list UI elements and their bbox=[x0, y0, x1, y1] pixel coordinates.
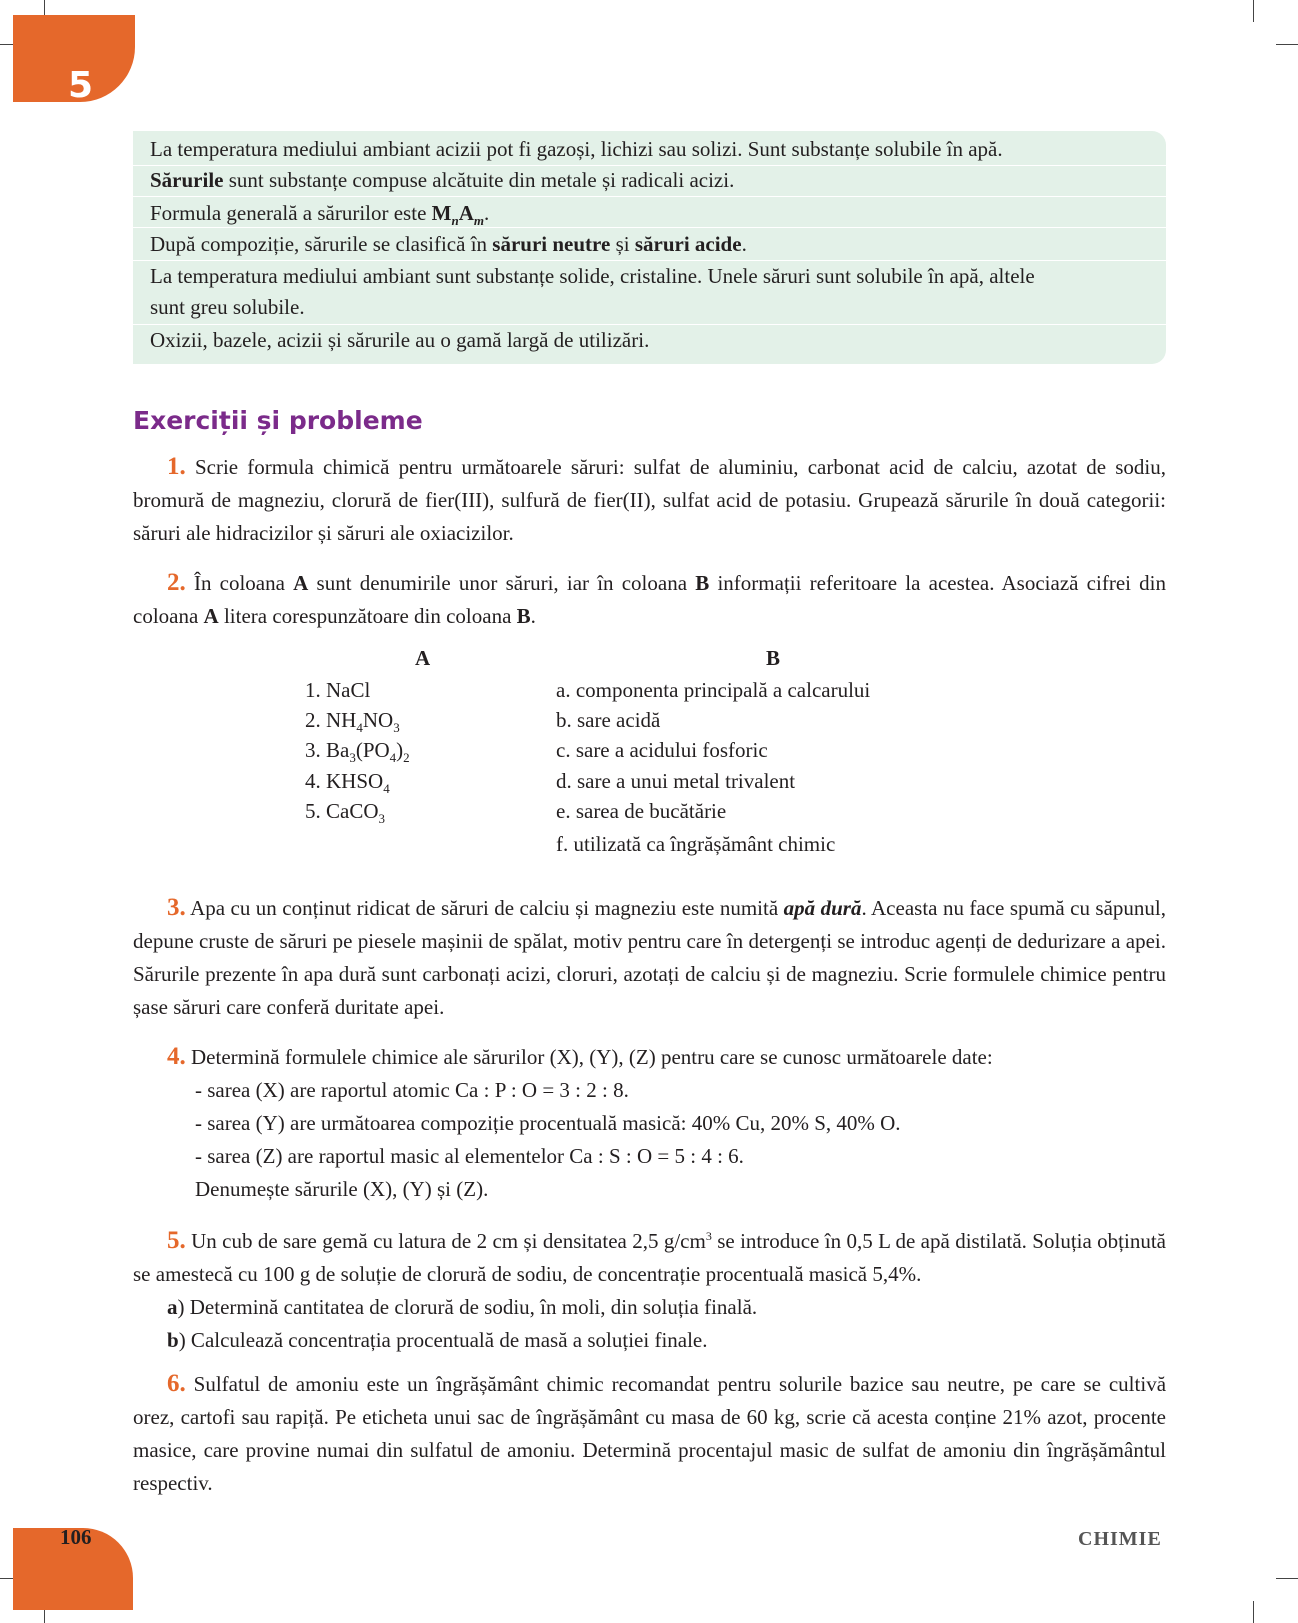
formula-part: ) bbox=[396, 738, 404, 762]
column-a-item bbox=[305, 737, 410, 771]
formula-part: NO bbox=[362, 708, 394, 732]
part-label: a bbox=[167, 1295, 178, 1319]
salts-term: Sărurile bbox=[150, 168, 224, 192]
exercise-2-text: informații referitoare la acestea. Asociază cifrei din coloana bbox=[133, 571, 1167, 628]
summary-divider bbox=[133, 196, 1166, 197]
exercise-4-item: - sarea (X) are raportul atomic Ca : P : O = 3 : 2 : 8. bbox=[195, 1078, 629, 1102]
hard-water-term: apă dură bbox=[783, 896, 862, 920]
summary-divider bbox=[133, 260, 1166, 261]
formula-subscript: 4 bbox=[389, 750, 397, 766]
exercise-number: 2. bbox=[167, 569, 186, 596]
formula-sub-m: m bbox=[473, 213, 484, 229]
exercise-5-part-b bbox=[133, 1324, 1166, 1357]
formula-subscript: 3 bbox=[349, 750, 356, 766]
column-a-ref: A bbox=[293, 571, 309, 595]
exercise-4-text: Determină formulele chimice ale sărurilor (X), (Y), (Z) pentru care se cunosc următoarele date: bbox=[191, 1045, 993, 1069]
crop-mark bbox=[1276, 44, 1298, 45]
summary-line-4 bbox=[150, 230, 747, 258]
exercise-4-item: - sarea (Y) are următoarea compoziție procentuală masică: 40% Cu, 20% S, 40% O. bbox=[195, 1111, 901, 1135]
formula-a: A bbox=[458, 201, 474, 225]
exercise-4-question: Denumește sărurile (X), (Y) și (Z). bbox=[195, 1177, 489, 1201]
summary-line-2-text: sunt substanțe compuse alcătuite din metale și radicali acizi. bbox=[223, 168, 735, 192]
exercise-number: 5. bbox=[167, 1227, 186, 1254]
chapter-number: 5 bbox=[68, 65, 94, 106]
exercise-3 bbox=[133, 891, 1166, 1024]
neutral-salts-term: săruri neutre bbox=[492, 232, 611, 256]
summary-line-1: La temperatura mediului ambiant acizii pot fi gazoși, lichizi sau solizi. Sunt substanțe solubile în apă. bbox=[150, 137, 1003, 161]
crop-mark bbox=[1253, 0, 1254, 22]
summary-line-3-text: Formula generală a sărurilor este bbox=[150, 201, 432, 225]
exercise-1 bbox=[133, 450, 1166, 550]
column-b-header: B bbox=[766, 646, 781, 670]
section-title: Exerciții și probleme bbox=[133, 406, 423, 435]
exercise-5-text: Un cub de sare gemă cu latura de 2 cm și densitatea 2,5 g/cm bbox=[191, 1229, 706, 1253]
exercise-3-text: Apa cu un conținut ridicat de săruri de calciu și magneziu este numită bbox=[190, 896, 784, 920]
formula-subscript: 2 bbox=[403, 750, 410, 766]
general-formula bbox=[431, 201, 484, 229]
summary-line-2 bbox=[150, 166, 734, 194]
formula-subscript: 4 bbox=[383, 781, 390, 797]
summary-line-3-end: . bbox=[484, 201, 490, 225]
exercise-6 bbox=[133, 1367, 1166, 1500]
exercise-2-text: În coloana bbox=[193, 571, 294, 595]
formula-part: 3. Ba bbox=[305, 738, 350, 762]
column-b-item: b. sare acidă bbox=[556, 708, 661, 732]
exercise-1-text: Scrie formula chimică pentru următoarele săruri: sulfat de aluminiu, carbonat acid de calciu, azotat de sodiu, bromură de magneziu, clorură de fier(III), sulfură de fier(II), sulfat acid de potasiu. Grupează sărurile în două categorii: săruri ale hidracizilor și săruri ale oxiacizilor. bbox=[133, 455, 1167, 545]
summary-line-4-mid: și bbox=[610, 232, 635, 256]
column-b-ref: B bbox=[695, 571, 710, 595]
exercise-number: 3. bbox=[167, 894, 186, 921]
column-a-item bbox=[305, 798, 385, 832]
column-b-item: f. utilizată ca îngrășământ chimic bbox=[556, 832, 836, 856]
column-a-header: A bbox=[415, 646, 431, 670]
summary-line-4-text: După compoziție, sărurile se clasifică în bbox=[150, 232, 493, 256]
formula-subscript: 3 bbox=[393, 720, 400, 736]
page-number: 106 bbox=[60, 1525, 92, 1549]
column-a-ref: A bbox=[203, 604, 219, 628]
exercise-2-text: litera corespunzătoare din coloana bbox=[218, 604, 517, 628]
summary-line-4-end: . bbox=[741, 232, 747, 256]
exercise-4 bbox=[133, 1040, 1166, 1206]
exercise-5-statement bbox=[133, 1220, 1166, 1291]
part-text: ) Determină cantitatea de clorură de sodiu, în moli, din soluția finală. bbox=[177, 1295, 758, 1319]
formula-part: 5. CaCO bbox=[305, 799, 379, 823]
formula-part: 2. NH bbox=[305, 708, 357, 732]
formula-subscript: 3 bbox=[378, 811, 385, 827]
exercise-number: 4. bbox=[167, 1043, 186, 1070]
formula-part: 4. KHSO bbox=[305, 769, 384, 793]
part-text: ) Calculează concentrația procentuală de masă a soluției finale. bbox=[178, 1328, 708, 1352]
part-label: b bbox=[167, 1328, 179, 1352]
formula-part: (PO bbox=[355, 738, 390, 762]
exercise-5 bbox=[133, 1220, 1166, 1357]
exercise-4-item: - sarea (Z) are raportul masic al elementelor Ca : S : O = 5 : 4 : 6. bbox=[195, 1144, 744, 1168]
acid-salts-term: săruri acide bbox=[634, 232, 742, 256]
exercise-2 bbox=[133, 566, 1166, 633]
summary-line-6: sunt greu solubile. bbox=[150, 295, 305, 319]
column-a-item: 1. NaCl bbox=[305, 678, 371, 702]
exercise-2-text: . bbox=[530, 604, 536, 628]
exercise-5-part-a bbox=[133, 1291, 1166, 1324]
formula-subscript: 4 bbox=[356, 720, 363, 736]
exercise-3-text: . Aceasta nu face spumă cu săpunul, depune cruste de săruri pe piesele mașinii de spălat, motiv pentru care în detergenți se introduc agenți de dedurizare a apei. Sărurile prezente în apa dură sunt carbonați acizi, cloruri, azotați de calciu și de magneziu. Scrie formulele chimice pentru șase săruri care conferă duritate apei. bbox=[133, 896, 1166, 1019]
column-b-item: a. componenta principală a calcarului bbox=[556, 678, 871, 702]
summary-line-7: Oxizii, bazele, acizii și sărurile au o gamă largă de utilizări. bbox=[150, 328, 650, 352]
exercise-number: 6. bbox=[167, 1370, 186, 1397]
summary-divider bbox=[133, 324, 1166, 325]
formula-m: M bbox=[431, 201, 452, 225]
exercise-6-text: Sulfatul de amoniu este un îngrășământ chimic recomandat pentru solurile bazice sau neutre, pe care se cultivă orez, cartofi sau rapiță. Pe eticheta unui sac de îngrășământ cu masa de 60 kg, scrie că acesta conține 21% azot, procente masice, care provine numai din sulfatul de amoniu. Determină procentajul masic de sulfat de amoniu din îngrășământul respectiv. bbox=[133, 1372, 1167, 1495]
column-b-item: e. sarea de bucătărie bbox=[556, 799, 727, 823]
unit-superscript: 3 bbox=[705, 1229, 712, 1243]
exercise-2-text: sunt denumirile unor săruri, iar în coloana bbox=[308, 571, 696, 595]
column-b-item: d. sare a unui metal trivalent bbox=[556, 769, 796, 793]
summary-line-5: La temperatura mediului ambiant sunt substanțe solide, cristaline. Unele săruri sunt solubile în apă, altele bbox=[150, 264, 1035, 288]
book-title: CHIMIE bbox=[1078, 1528, 1162, 1550]
crop-mark bbox=[1253, 1601, 1254, 1623]
exercise-4-intro bbox=[167, 1040, 1166, 1074]
exercise-5-text: se introduce în 0,5 L de apă distilată. Soluția obținută se amestecă cu 100 g de soluție de clorură de sodiu, de concentrație procentuală masică 5,4%. bbox=[133, 1229, 1166, 1286]
formula-sub-n: n bbox=[451, 213, 459, 229]
column-b-item: c. sare a acidului fosforic bbox=[556, 738, 768, 762]
column-b-ref: B bbox=[516, 604, 531, 628]
crop-mark bbox=[1276, 1578, 1298, 1579]
exercise-number: 1. bbox=[167, 453, 186, 480]
